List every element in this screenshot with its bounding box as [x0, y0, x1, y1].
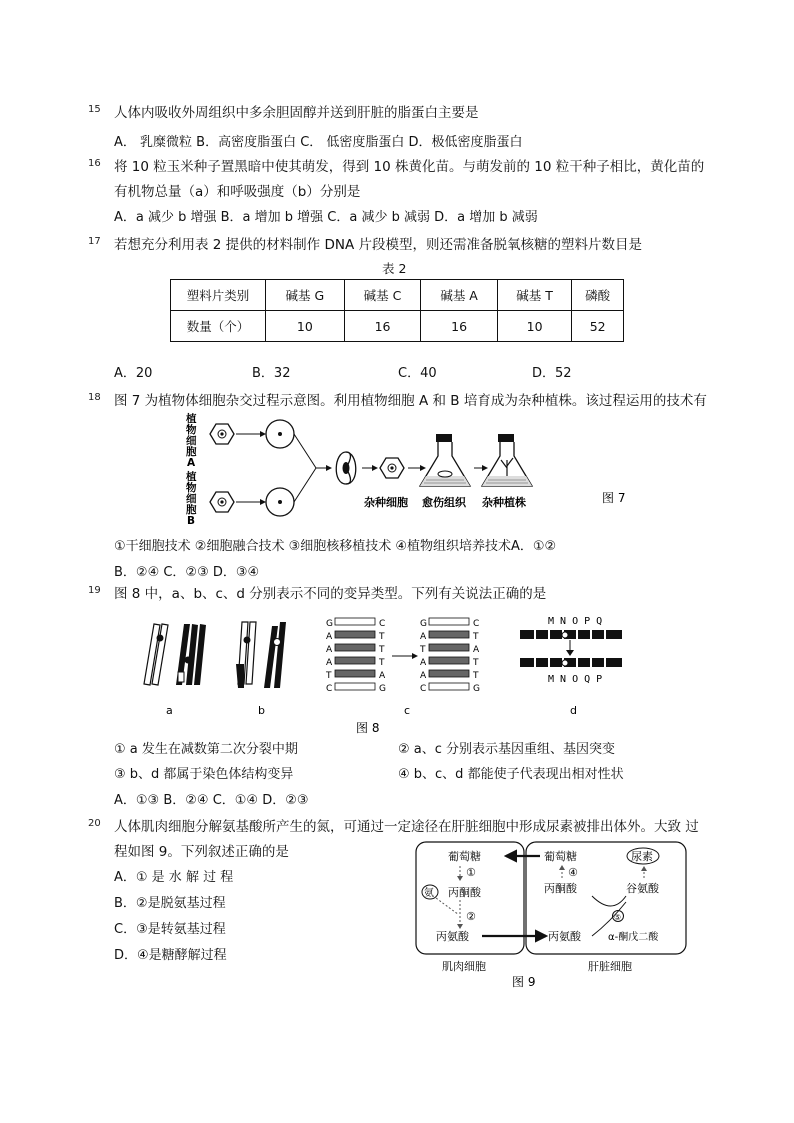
label-plant-cell-a: 植物细胞 A: [186, 413, 197, 469]
table-cell: 碱基 T: [497, 280, 572, 311]
cell-b-icon: [210, 492, 234, 512]
figure-8d-chromosome: [520, 616, 622, 685]
table-cell: 碱基 C: [344, 280, 421, 311]
q19-statement-3: ③ b、d 都属于染色体结构变异: [114, 767, 294, 782]
q17-option-d: D．52: [532, 366, 572, 381]
muscle-ammonia: 氨: [424, 888, 434, 899]
c-original-left-base: C: [326, 684, 333, 694]
table-header-row: [171, 280, 624, 311]
figure-9: [412, 840, 692, 990]
label-d-bottom: M N O Q P: [548, 674, 603, 685]
c-original-right-base: C: [379, 619, 386, 629]
liver-ketoglutarate: α-酮戊二酸: [608, 932, 659, 943]
q19-number: 19: [88, 585, 101, 596]
q16-stem-line2: 有机物总量（a）和呼吸强度（b）分别是: [114, 184, 361, 200]
table-cell: 16: [344, 311, 421, 342]
muscle-cell-label: 肌肉细胞: [442, 960, 486, 973]
label-d-top: M N O P Q: [548, 616, 603, 627]
c-mutant-right-base: T: [473, 632, 479, 642]
c-original-left-base: A: [326, 645, 333, 655]
c-mutant-right-base: A: [473, 645, 480, 655]
table-2: [170, 279, 624, 342]
c-mutant-left-base: T: [420, 645, 426, 655]
q15-number: 15: [88, 104, 101, 115]
c-mutant-base-pair: [429, 670, 469, 677]
q19-stem: 图 8 中，a、b、c、d 分别表示不同的变异类型。下列有关说法正确的是: [114, 586, 547, 602]
q19-statement-2: ② a、c 分别表示基因重组、基因突变: [398, 742, 616, 757]
c-original-right-base: A: [379, 671, 386, 681]
q19-statement-1: ① a 发生在减数第二次分裂中期: [114, 742, 298, 757]
table-cell: 塑料片类别: [171, 280, 266, 311]
c-original-right-base: T: [379, 632, 385, 642]
q20-number: 20: [88, 818, 101, 829]
liver-alanine: 丙氨酸: [548, 930, 581, 943]
q20-option-a: A．① 是 水 解 过 程: [114, 870, 234, 885]
c-original-base-pair: [335, 618, 375, 625]
c-mutant-left-base: A: [420, 658, 427, 668]
c-mutant-right-base: C: [473, 619, 480, 629]
q17-option-b: B．32: [252, 366, 291, 381]
table-cell: 10: [266, 311, 345, 342]
c-original-left-base: A: [326, 658, 333, 668]
c-mutant-base-pair: [429, 683, 469, 690]
table-cell: 碱基 A: [421, 280, 497, 311]
c-original-left-base: T: [326, 671, 332, 681]
figure-7: [176, 408, 656, 536]
table-cell: 52: [572, 311, 624, 342]
c-mutant-base-pair: [429, 631, 469, 638]
q20-option-b: B．②是脱氨基过程: [114, 896, 226, 911]
figure-8-label-c: c: [404, 704, 411, 717]
label-hybrid-plant: 杂种植株: [482, 496, 526, 509]
figure-8-label-a: a: [166, 704, 173, 717]
q18-stem: 图 7 为植物体细胞杂交过程示意图。利用植物细胞 A 和 B 培育成为杂种植株。该过程运用的技术有: [114, 393, 707, 409]
c-original-right-base: G: [379, 684, 386, 694]
figure-8-caption: 图 8: [356, 721, 380, 735]
q19-options: A．①③ B．②④ C．①④ D．②③: [114, 793, 309, 808]
table-cell: 数量（个）: [171, 311, 266, 342]
c-mutant-right-base: T: [473, 671, 479, 681]
c-mutant-right-base: T: [473, 658, 479, 668]
q17-stem: 若想充分利用表 2 提供的材料制作 DNA 片段模型，则还需准备脱氧核糖的塑料片数目是: [114, 237, 642, 253]
c-mutant-left-base: G: [420, 619, 427, 629]
label-hybrid-cell: 杂种细胞: [364, 496, 408, 509]
c-original-right-base: T: [379, 645, 385, 655]
figure-8: [130, 612, 650, 738]
c-mutant-base-pair: [429, 644, 469, 651]
liver-pyruvate: 丙酮酸: [544, 882, 577, 895]
hybrid-cell-icon: [380, 458, 404, 478]
q20-stem-line2: 程如图 9。下列叙述正确的是: [114, 844, 289, 860]
hybrid-plant-flask-icon: [482, 434, 532, 486]
cell-a-icon: [210, 424, 234, 444]
q20-option-d: D．④是糖酵解过程: [114, 948, 227, 963]
label-callus: 愈伤组织: [422, 496, 466, 509]
q17-option-a: A．20: [114, 366, 153, 381]
muscle-pyruvate: 丙酮酸: [448, 886, 481, 899]
muscle-glucose: 葡萄糖: [448, 850, 481, 863]
q16-options: A．a 减少 b 增强 B．a 增加 b 增强 C．a 减少 b 减弱 D．a 增加 b 减弱: [114, 210, 538, 225]
c-mutant-base-pair: [429, 657, 469, 664]
table-2-title: 表 2: [382, 261, 407, 276]
step-5-label: ⑤: [614, 913, 622, 922]
liver-urea: 尿素: [631, 850, 653, 863]
step-1-label: ①: [466, 866, 476, 879]
label-plant-cell-b: 植物细胞 B: [186, 471, 197, 527]
q16-stem-line1: 将 10 粒玉米种子置黑暗中使其萌发，得到 10 株黄化苗。与萌发前的 10 粒干种子相比，黄化苗的: [114, 159, 705, 175]
q20-option-c: C．③是转氨基过程: [114, 922, 226, 937]
c-original-left-base: G: [326, 619, 333, 629]
c-original-base-pair: [335, 670, 375, 677]
step-4-label: ④: [568, 866, 578, 879]
q15-stem: 人体内吸收外周组织中多余胆固醇并送到肝脏的脂蛋白主要是: [114, 105, 479, 121]
q17-number: 17: [88, 236, 101, 247]
figure-8c-dna: [325, 618, 480, 694]
callus-flask-icon: [420, 434, 470, 486]
figure-9-caption: 图 9: [512, 975, 536, 989]
q16-number: 16: [88, 158, 101, 169]
c-original-base-pair: [335, 631, 375, 638]
table-cell: 碱基 G: [266, 280, 345, 311]
q18-number: 18: [88, 392, 101, 403]
figure-8a-chromosomes: [144, 624, 206, 685]
c-mutant-left-base: C: [420, 684, 427, 694]
table-row: [171, 311, 624, 342]
step-2-label: ②: [466, 910, 476, 923]
q15-options: A． 乳糜微粒 B．高密度脂蛋白 C． 低密度脂蛋白 D．极低密度脂蛋白: [114, 135, 523, 150]
c-original-right-base: T: [379, 658, 385, 668]
c-mutant-base-pair: [429, 618, 469, 625]
c-original-base-pair: [335, 683, 375, 690]
muscle-alanine: 丙氨酸: [436, 930, 469, 943]
q18-choices: ①干细胞技术 ②细胞融合技术 ③细胞核移植技术 ④植物组织培养技术A．①②: [114, 539, 557, 554]
figure-8b-chromosomes: [236, 622, 286, 688]
c-mutant-left-base: A: [420, 671, 427, 681]
figure-7-caption: 图 7: [602, 491, 626, 505]
q18-options: B．②④ C．②③ D．③④: [114, 565, 260, 580]
table-cell: 10: [497, 311, 572, 342]
c-original-left-base: A: [326, 632, 333, 642]
table-cell: 磷酸: [572, 280, 624, 311]
liver-glucose: 葡萄糖: [544, 850, 577, 863]
figure-8-label-d: d: [570, 704, 577, 717]
c-original-base-pair: [335, 657, 375, 664]
c-original-base-pair: [335, 644, 375, 651]
q19-statement-4: ④ b、c、d 都能使子代表现出相对性状: [398, 767, 624, 782]
q20-stem-line1: 人体肌肉细胞分解氨基酸所产生的氮，可通过一定途径在肝脏细胞中形成尿素被排出体外。大致 过: [114, 819, 699, 835]
q17-option-c: C．40: [398, 366, 437, 381]
liver-cell-label: 肝脏细胞: [588, 960, 632, 973]
liver-glutamate: 谷氨酸: [626, 882, 659, 895]
c-mutant-left-base: A: [420, 632, 427, 642]
figure-8-label-b: b: [258, 704, 265, 717]
table-cell: 16: [421, 311, 497, 342]
c-mutant-right-base: G: [473, 684, 480, 694]
